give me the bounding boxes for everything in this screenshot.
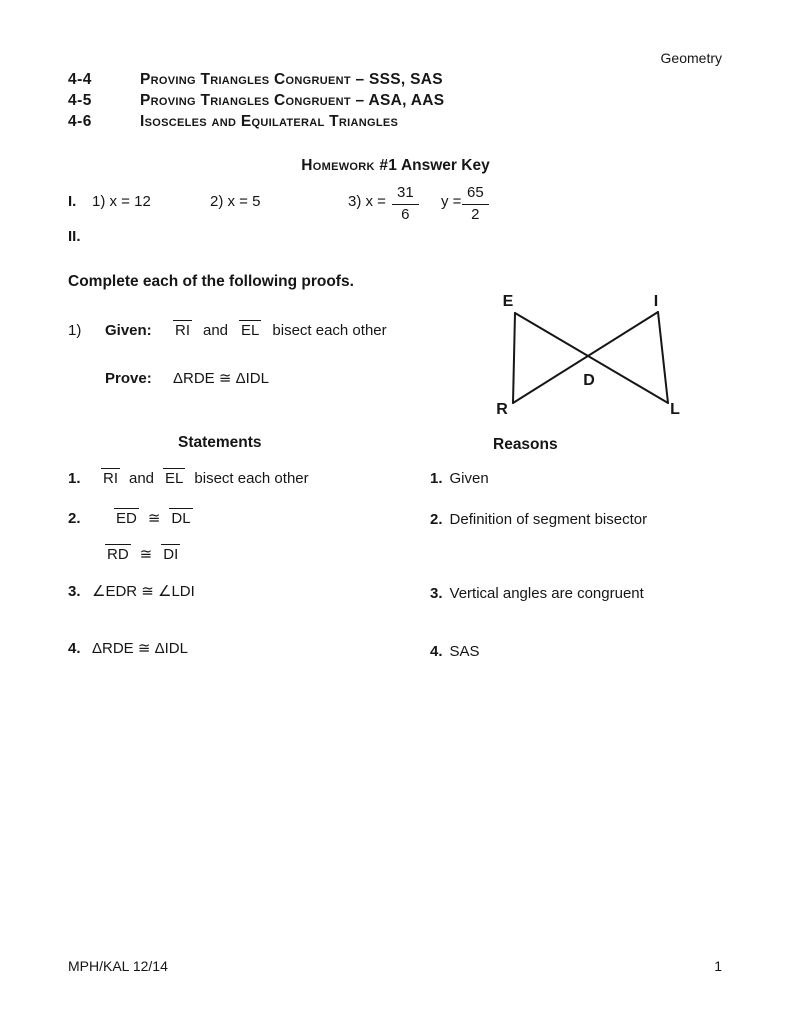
part1-label: I. [68,193,77,210]
segment-dl: DL [171,510,191,527]
segment-er-line [513,313,515,403]
statements-header: Statements [178,434,262,451]
fraction-denominator: 6 [401,205,410,223]
lesson-list [68,71,444,130]
statement-row-1 [68,468,309,487]
segment-rd: RD [107,546,129,563]
fraction-numerator: 31 [392,185,419,205]
lesson-title: Proving Triangles Congruent – ASA, AAS [140,92,445,110]
vertex-label-i: I [653,293,659,310]
reason-row-1 [430,470,489,487]
statement-number: 2. [68,510,81,527]
footer-author-date: MPH/KAL 12/14 [68,958,168,974]
reason-text: Definition of segment bisector [449,511,648,528]
page-number: 1 [714,958,722,974]
triangle-diagram [490,285,700,420]
part2-label: II. [68,228,81,245]
vertex-label-e: E [502,293,514,310]
segment-el: EL [241,322,260,339]
answer-key-heading [0,157,791,175]
lesson-title: Proving Triangles Congruent – SSS, SAS [140,71,443,88]
given-conjunction: and [203,322,229,339]
answer-2: 2) x = 5 [210,193,261,210]
given-statement [173,320,387,339]
lesson-code: 4-4 [68,71,92,88]
reason-row-4 [430,643,480,660]
lesson-line-1 [68,71,444,88]
fraction-numerator: 65 [462,185,489,205]
segment-el-line [515,313,668,403]
answer-3-prefix: 3) x = [348,193,386,210]
segment-ri: RI [175,322,190,339]
statement-number: 3. [68,583,81,600]
lesson-line-2 [68,92,444,109]
vertex-label-r: R [496,401,508,418]
reason-text: Vertical angles are congruent [449,585,644,602]
statement-text: ΔRDE ≅ ΔIDL [92,640,188,657]
reason-number: 4. [430,643,443,660]
vertex-label-l: L [670,401,680,418]
statement-text: ∠EDR ≅ ∠LDI [92,583,195,600]
answer-3-fraction [392,185,419,223]
segment-il-line [658,312,668,403]
given-tail: bisect each other [272,322,387,339]
problem-number: 1) [68,322,82,339]
segment-ri: RI [103,470,118,487]
reason-row-2 [430,511,647,528]
lesson-title: Isosceles and Equilateral Triangles [140,113,399,131]
answer-3y-prefix: y = [441,193,462,210]
answer-key-heading-rest: Answer Key [400,157,490,174]
reason-number: 3. [430,585,443,602]
reason-text: Given [449,470,489,487]
lesson-line-3 [68,113,444,130]
statement-conjunction: and [129,470,155,487]
instructions-text: Complete each of the following proofs. [68,273,354,290]
statement-number: 1. [68,470,81,487]
lesson-code: 4-6 [68,113,92,131]
congruent-symbol: ≅ [139,546,153,563]
given-label: Given: [105,322,152,339]
answer-1: 1) x = 12 [92,193,151,210]
reason-number: 2. [430,511,443,528]
congruent-symbol: ≅ [147,510,161,527]
segment-di: DI [163,546,179,563]
reason-row-3 [430,585,644,602]
prove-statement: ΔRDE ≅ ΔIDL [173,370,269,387]
reasons-header: Reasons [493,436,558,453]
statement-tail: bisect each other [194,470,309,487]
reason-text: SAS [449,643,480,660]
vertex-label-d: D [583,372,595,389]
lesson-code: 4-5 [68,92,92,110]
segment-ed: ED [116,510,137,527]
statement-row-2 [68,508,193,527]
fraction-denominator: 2 [471,205,480,223]
answer-key-heading-smallcaps: Homework #1 [301,157,398,174]
reason-number: 1. [430,470,443,487]
statement-number: 4. [68,640,81,657]
statement-row-4 [68,640,188,657]
statement-row-3 [68,583,195,600]
answer-3y-fraction [462,185,489,223]
segment-el: EL [165,470,184,487]
prove-label: Prove: [105,370,152,387]
statement-row-2-line-2 [105,544,180,563]
course-label: Geometry [660,50,722,66]
